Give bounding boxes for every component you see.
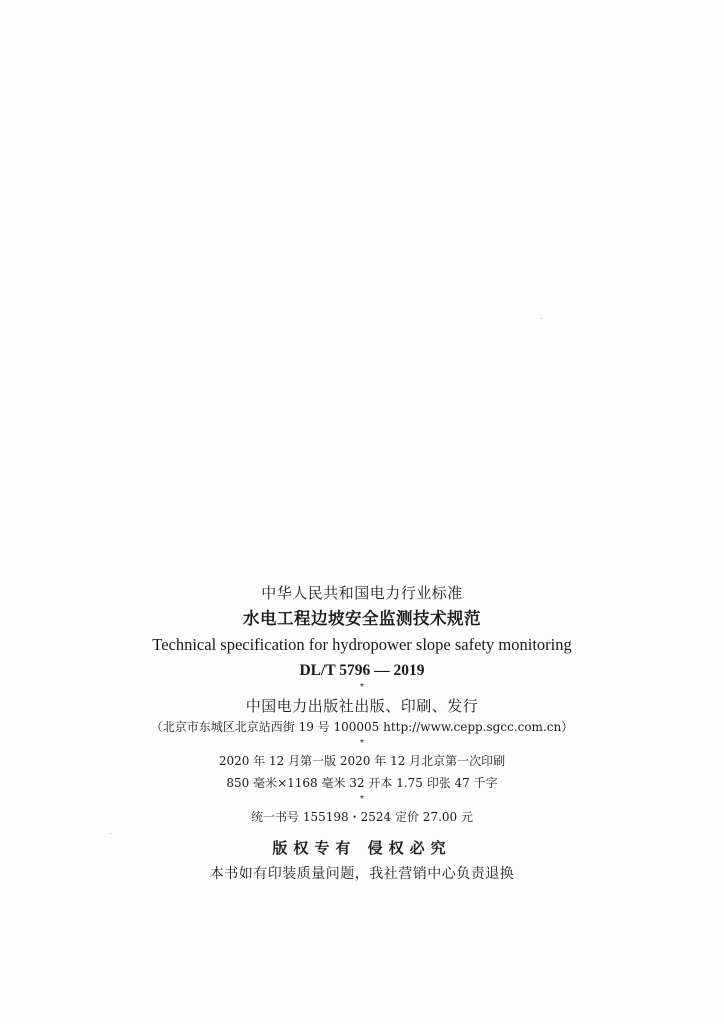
format-line: 850 毫米×1168 毫米 32 开本 1.75 印张 47 千字: [226, 776, 498, 790]
edition-printing-line: 2020 年 12 月第一版 2020 年 12 月北京第一次印刷: [218, 754, 506, 768]
quality-notice: 本书如有印装质量问题，我社营销中心负责退换: [209, 866, 515, 882]
standard-number: DL/T 5796 — 2019: [299, 662, 425, 679]
separator-star: *: [360, 682, 364, 693]
publisher-address: （北京市东城区北京站西街 19 号 100005 http://www.cepp.sgcc.com.cn）: [150, 720, 574, 734]
separator-star: *: [360, 794, 364, 805]
standard-series: 中华人民共和国电力行业标准: [261, 584, 463, 602]
publisher-line: 中国电力出版社出版、印刷、发行: [245, 697, 479, 715]
title-english: Technical specification for hydropower slope safety monitoring: [152, 635, 572, 654]
book-number-price: 统一书号 155198・2524 定价 27.00 元: [251, 810, 473, 824]
colophon: [0, 586, 724, 882]
separator-star: *: [360, 738, 364, 749]
copyright-notice: 版权专有 侵权必究: [272, 839, 452, 857]
title-chinese: 水电工程边坡安全监测技术规范: [243, 609, 481, 628]
scan-speck: [541, 318, 542, 319]
